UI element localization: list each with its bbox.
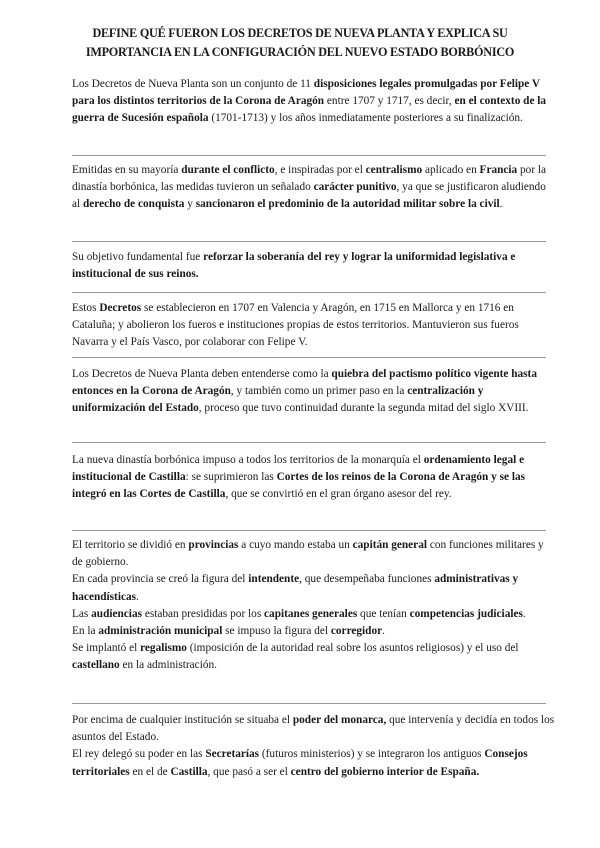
divider bbox=[72, 530, 546, 531]
bold-text: sancionaron el predominio de la autoridad militar sobre la civil bbox=[195, 198, 500, 211]
text: (1701-1713) y los años inmediatamente posteriores a su finalización. bbox=[208, 112, 523, 125]
text: , que pasó a ser el bbox=[207, 765, 291, 778]
paragraph bbox=[72, 712, 556, 746]
paragraph bbox=[72, 452, 556, 504]
text: , ya que se justificaron aludiendo al bbox=[72, 181, 546, 211]
text: , y también como un primer paso en la bbox=[230, 385, 408, 398]
section-monarch bbox=[72, 712, 556, 781]
text: , e inspiradas por el bbox=[274, 164, 366, 176]
bold-text: Secretarías bbox=[205, 748, 260, 761]
bold-text: Castilla bbox=[170, 765, 208, 778]
text: con funciones militares y de gobierno. bbox=[72, 539, 544, 569]
text: En cada provincia se creó la figura del bbox=[72, 573, 249, 586]
divider bbox=[72, 357, 546, 358]
bold-text: corregidor bbox=[330, 625, 383, 638]
text: En la bbox=[72, 625, 99, 638]
bold-text: ordenamiento legal e institucional de Castilla bbox=[72, 454, 525, 484]
text: Estos bbox=[72, 302, 100, 314]
bold-text: provincias bbox=[188, 539, 239, 551]
paragraph bbox=[72, 571, 556, 605]
bold-text: regalismo bbox=[140, 642, 187, 655]
text: a cuyo mando estaba un bbox=[238, 539, 353, 551]
divider bbox=[72, 241, 546, 242]
bold-text: administrativas y hacendísticas bbox=[72, 573, 519, 603]
text: El rey delegó su poder en las bbox=[72, 748, 206, 761]
text: en el de bbox=[129, 765, 171, 778]
paragraph bbox=[72, 249, 556, 283]
text: , que desempeñaba funciones bbox=[299, 573, 435, 586]
paragraph bbox=[72, 537, 556, 571]
bold-text: centralismo bbox=[365, 164, 423, 176]
text: . bbox=[499, 198, 503, 211]
paragraph bbox=[72, 366, 556, 418]
text: aplicado en bbox=[422, 164, 480, 176]
bold-text: competencias judiciales bbox=[409, 607, 523, 620]
section-pactismo bbox=[72, 366, 556, 418]
bold-text: poder del monarca, bbox=[292, 714, 387, 726]
text: Por encima de cualquier institución se situaba el bbox=[72, 714, 293, 726]
text: (imposición de la autoridad real sobre los asuntos religiosos) y el uso del bbox=[186, 642, 519, 655]
text: Se implantó el bbox=[72, 642, 141, 655]
paragraph bbox=[72, 606, 556, 623]
bold-text: capitán general bbox=[352, 539, 427, 551]
text: Los Decretos de Nueva Planta deben entenderse como la bbox=[72, 368, 332, 380]
text: . bbox=[522, 607, 526, 620]
text: por la dinastía borbónica, las medidas tuvieron un señalado bbox=[72, 164, 547, 194]
text: . bbox=[136, 590, 139, 603]
bold-text: en el contexto de la guerra de Sucesión española bbox=[72, 95, 547, 125]
document-title: DEFINE QUÉ FUERON LOS DECRETOS DE NUEVA PLANTA Y EXPLICA SU IMPORTANCIA EN LA CONFIGURACIÓN DEL NUEVO ESTADO BORBÓNICO bbox=[85, 26, 515, 59]
section-administration bbox=[72, 537, 556, 675]
bold-text: centralización y uniformización del Estado bbox=[72, 385, 484, 415]
text: El territorio se dividió en bbox=[72, 539, 189, 551]
bold-text: capitanes generales bbox=[264, 607, 358, 620]
bold-text: quiebra del pactismo político vigente hasta entonces en la Corona de Aragón bbox=[72, 368, 537, 398]
section-objective bbox=[72, 249, 556, 283]
bold-text: administración municipal bbox=[98, 625, 223, 638]
bold-text: reforzar la soberanía del rey y lograr la uniformidad legislativa e institucional de sus reinos. bbox=[72, 251, 516, 281]
text: , proceso que tuvo continuidad durante la segunda mitad del siglo XVIII. bbox=[198, 402, 529, 415]
text: se establecieron en 1707 en Valencia y Aragón, en 1715 en Mallorca y en 1716 en Cataluña; y abolieron los fueros e instituciones propias de estos territorios. Mantuvieron sus fueros Navarra y el País Vasco, por colaborar con Felipe V. bbox=[72, 302, 519, 349]
paragraph bbox=[72, 300, 556, 352]
text: , que se convirtió en el gran órgano asesor del rey. bbox=[225, 488, 452, 501]
section-castilla bbox=[72, 452, 556, 504]
section-territories bbox=[72, 300, 556, 352]
paragraph bbox=[72, 76, 556, 128]
text: se impuso la figura del bbox=[222, 625, 331, 638]
bold-text: Francia bbox=[479, 164, 518, 176]
text: Los Decretos de Nueva Planta son un conjunto de 11 bbox=[72, 78, 314, 90]
bold-text: Consejos territoriales bbox=[72, 748, 528, 778]
bold-text: carácter punitivo bbox=[313, 181, 397, 194]
paragraph bbox=[72, 746, 556, 780]
text: que intervenía y decidía en todos los asuntos del Estado. bbox=[72, 714, 555, 744]
paragraph bbox=[72, 623, 556, 640]
text: en la administración. bbox=[119, 659, 217, 672]
divider bbox=[72, 442, 546, 443]
text: Las bbox=[72, 607, 92, 620]
bold-text: derecho de conquista bbox=[82, 198, 185, 211]
divider bbox=[72, 155, 546, 156]
text: . bbox=[382, 625, 385, 638]
bold-text: disposiciones legales promulgadas por Felipe V para los distintos territorios de la Corona de Aragón bbox=[72, 78, 540, 108]
text: Su objetivo fundamental fue bbox=[72, 251, 204, 263]
text: : se suprimieron las bbox=[185, 471, 277, 484]
divider bbox=[72, 703, 546, 704]
section-definition bbox=[72, 76, 556, 128]
text: (futuros ministerios) y se integraron los antiguos bbox=[259, 748, 485, 761]
paragraph bbox=[72, 162, 556, 214]
bold-text: Decretos bbox=[99, 302, 142, 314]
paragraph bbox=[72, 640, 556, 674]
bold-text: castellano bbox=[72, 659, 120, 672]
text: La nueva dinastía borbónica impuso a todos los territorios de la monarquía el bbox=[72, 454, 424, 466]
text: Emitidas en su mayoría bbox=[72, 164, 182, 176]
text: entre 1707 y 1717, es decir, bbox=[324, 95, 455, 108]
text: que tenían bbox=[357, 607, 410, 620]
text: y bbox=[184, 198, 196, 211]
bold-text: durante el conflicto bbox=[181, 164, 275, 176]
text: estaban presididas por los bbox=[142, 607, 265, 620]
bold-text: centro del gobierno interior de España. bbox=[290, 765, 480, 778]
divider bbox=[72, 292, 546, 293]
bold-text: intendente bbox=[248, 573, 300, 586]
bold-text: audiencias bbox=[91, 607, 142, 620]
section-context bbox=[72, 162, 556, 214]
bold-text: Cortes de los reinos de la Corona de Aragón y se las integró en las Cortes de Castilla bbox=[72, 471, 526, 501]
